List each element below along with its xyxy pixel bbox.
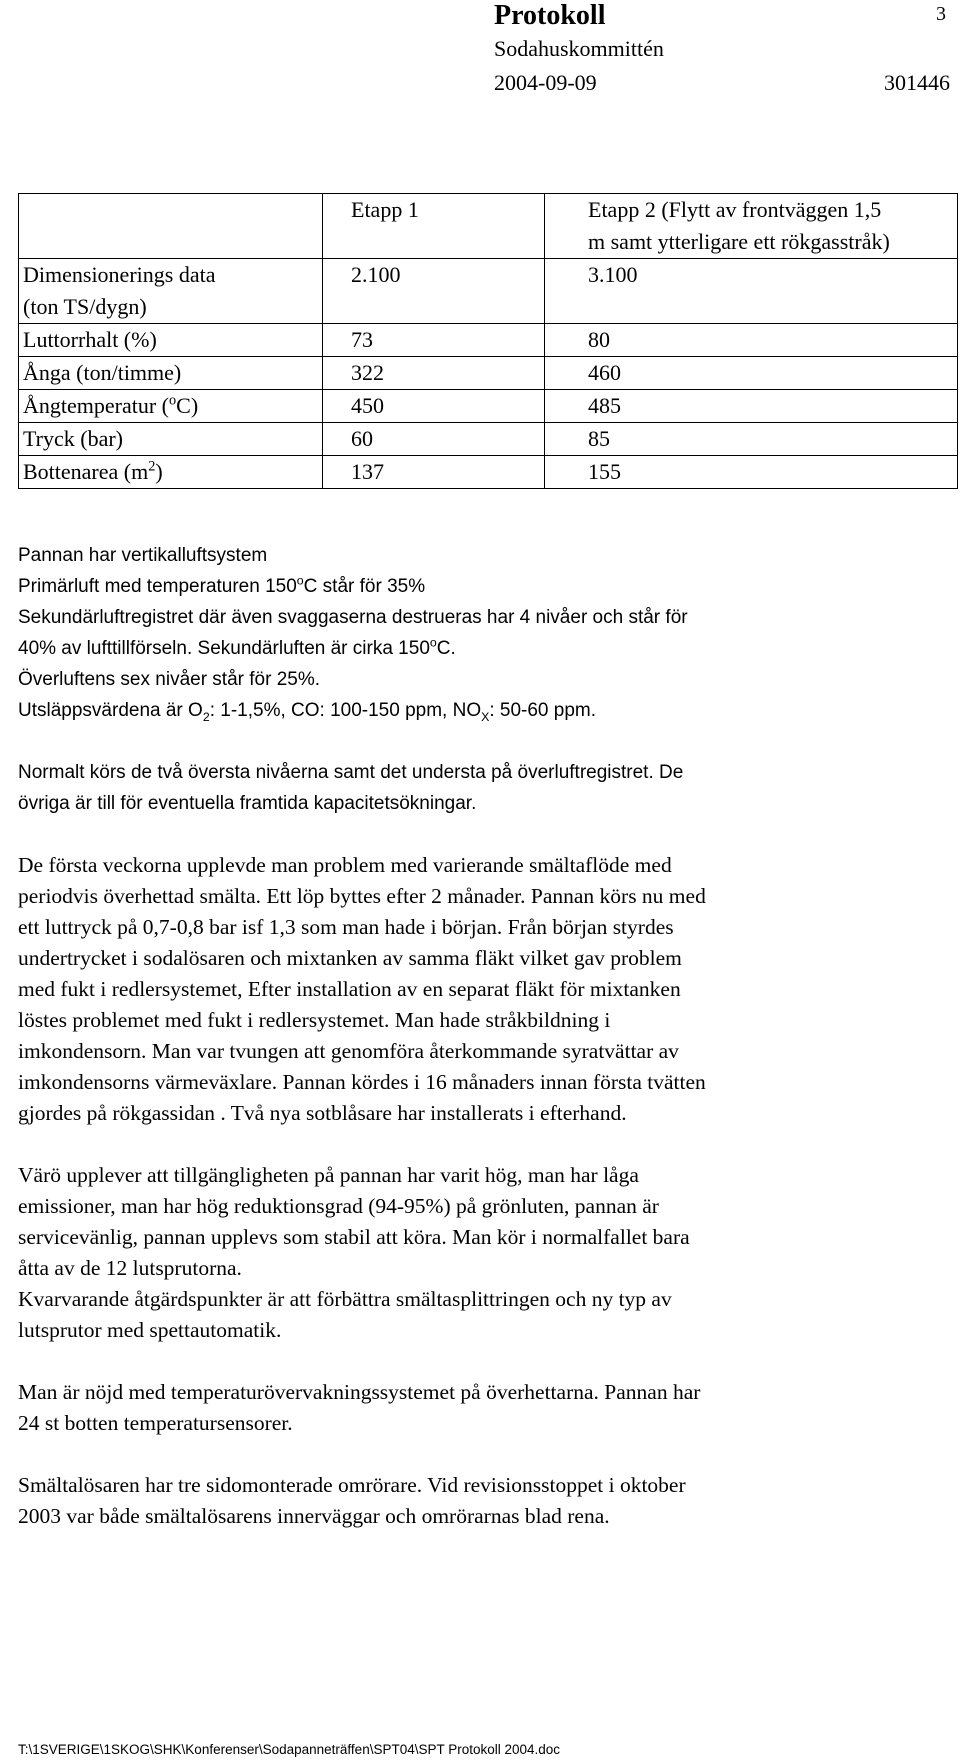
label-text: ) (155, 459, 163, 484)
row-label: Luttorrhalt (%) (19, 324, 323, 357)
experience-paragraph (18, 850, 948, 1532)
document-date: 2004-09-09 (494, 70, 597, 95)
text-line: lutsprutor med spettautomatik. (18, 1318, 282, 1342)
row-value-etapp1: 137 (323, 456, 545, 489)
text-span: Utsläppsvärdena är O (18, 700, 203, 721)
header-line: m samt ytterligare ett rökgasstråk) (588, 229, 890, 254)
row-value-etapp2: 3.100 (545, 259, 958, 324)
text-line: servicevänlig, pannan upplevs som stabil att köra. Man kör i normalfallet bara (18, 1225, 690, 1249)
subscript: 2 (202, 709, 210, 724)
text-line: gjordes på rökgassidan . Två nya sotblåsare har installerats i efterhand. (18, 1101, 627, 1125)
superscript: o (429, 635, 437, 650)
text-line: imkondensorn. Man var tvungen att genomföra återkommande syratvättar av (18, 1039, 679, 1063)
text-span: 40% av lufttillförseln. Sekundärluften är cirka 150 (18, 638, 430, 659)
document-body (18, 540, 948, 1532)
label-line: (ton TS/dygn) (23, 294, 147, 319)
table-row (19, 456, 958, 489)
row-label (19, 259, 323, 324)
row-value-etapp1: 2.100 (323, 259, 545, 324)
table-header-row (19, 194, 958, 259)
spacer (18, 1129, 948, 1160)
text-line: Smältalösaren har tre sidomonterade omrörare. Vid revisionsstoppet i oktober (18, 1473, 686, 1497)
text-line: Sekundärluftregistret där även svaggaserna destrueras har 4 nivåer och står för (18, 607, 688, 628)
text-line: med fukt i redlersystemet, Efter installation av en separat fläkt för mixtanken (18, 977, 681, 1001)
text-span: C står för 35% (303, 576, 426, 597)
text-span: : 1-1,5%, CO: 100-150 ppm, NO (209, 700, 482, 721)
label-superscript: o (169, 392, 177, 409)
boiler-spec-table (18, 193, 958, 489)
label-superscript: 2 (148, 458, 156, 475)
text-line (18, 633, 948, 664)
row-value-etapp2: 460 (545, 357, 958, 390)
row-value-etapp2: 485 (545, 390, 958, 423)
superscript: o (296, 573, 304, 588)
row-label (19, 456, 323, 489)
row-value-etapp1: 322 (323, 357, 545, 390)
text-line: löstes problemet med fukt i redlersystemet. Man hade stråkbildning i (18, 1008, 611, 1032)
label-line: Dimensionerings data (23, 262, 216, 287)
table-row (19, 390, 958, 423)
text-line: Pannan har vertikalluftsystem (18, 545, 268, 566)
spacer (18, 726, 948, 757)
subscript: X (481, 709, 490, 724)
table-cell-empty (19, 194, 323, 259)
page-number: 3 (936, 3, 946, 25)
text-line: Värö upplever att tillgängligheten på pannan har varit hög, man har låga (18, 1163, 639, 1187)
text-span: C. (436, 638, 456, 659)
text-line: undertrycket i sodalösaren och mixtanken av samma fläkt vilket gav problem (18, 946, 682, 970)
text-line: Överluftens sex nivåer står för 25%. (18, 669, 321, 690)
row-value-etapp1: 60 (323, 423, 545, 456)
text-line: Man är nöjd med temperaturövervakningssystemet på överhettarna. Pannan har (18, 1380, 701, 1404)
text-line: Normalt körs de två översta nivåerna samt det understa på överluftregistret. De (18, 762, 684, 783)
row-value-etapp1: 73 (323, 324, 545, 357)
row-value-etapp1: 450 (323, 390, 545, 423)
table-row (19, 423, 958, 456)
row-value-etapp2: 80 (545, 324, 958, 357)
text-span: : 50-60 ppm. (489, 700, 597, 721)
row-label: Ånga (ton/timme) (19, 357, 323, 390)
spacer (18, 819, 948, 850)
text-line: 24 st botten temperatursensorer. (18, 1411, 293, 1435)
table-header-etapp2 (545, 194, 958, 259)
row-label: Tryck (bar) (19, 423, 323, 456)
row-label (19, 390, 323, 423)
row-value-etapp2: 155 (545, 456, 958, 489)
row-value-etapp2: 85 (545, 423, 958, 456)
committee-name: Sodahuskommittén (494, 36, 664, 61)
air-system-section (18, 540, 948, 819)
spacer (18, 1439, 948, 1470)
label-text: Bottenarea (m (23, 459, 149, 484)
label-text: Ångtemperatur ( (23, 393, 169, 418)
table-header-etapp1: Etapp 1 (323, 194, 545, 259)
label-text: C) (176, 393, 199, 418)
text-line: övriga är till för eventuella framtida kapacitetsökningar. (18, 793, 477, 814)
text-line: åtta av de 12 lutsprutorna. (18, 1256, 242, 1280)
document-title: Protokoll (494, 0, 606, 31)
document-number: 301446 (884, 70, 950, 95)
text-line: 2003 var både smältalösarens innerväggar och omrörarnas blad rena. (18, 1504, 610, 1528)
text-line (18, 571, 948, 602)
text-line: ett luttryck på 0,7-0,8 bar isf 1,3 som man hade i början. Från början styrdes (18, 915, 674, 939)
table-row (19, 357, 958, 390)
text-line: periodvis överhettad smälta. Ett löp byttes efter 2 månader. Pannan körs nu med (18, 884, 706, 908)
text-line: Kvarvarande åtgärdspunkter är att förbättra smältasplittringen och ny typ av (18, 1287, 672, 1311)
footer-file-path: T:\1SVERIGE\1SKOG\SHK\Konferenser\Sodapanneträffen\SPT04\SPT Protokoll 2004.doc (18, 1742, 561, 1757)
text-line: imkondensorns värmeväxlare. Pannan kördes i 16 månaders innan första tvätten (18, 1070, 706, 1094)
text-span: Primärluft med temperaturen 150 (18, 576, 297, 597)
table-row (19, 259, 958, 324)
header-line: Etapp 2 (Flytt av frontväggen 1,5 (588, 197, 882, 222)
text-line: De första veckorna upplevde man problem med varierande smältaflöde med (18, 853, 672, 877)
text-line: emissioner, man har hög reduktionsgrad (94-95%) på grönluten, pannan är (18, 1194, 659, 1218)
table-row (19, 324, 958, 357)
spacer (18, 1346, 948, 1377)
text-line (18, 695, 948, 726)
